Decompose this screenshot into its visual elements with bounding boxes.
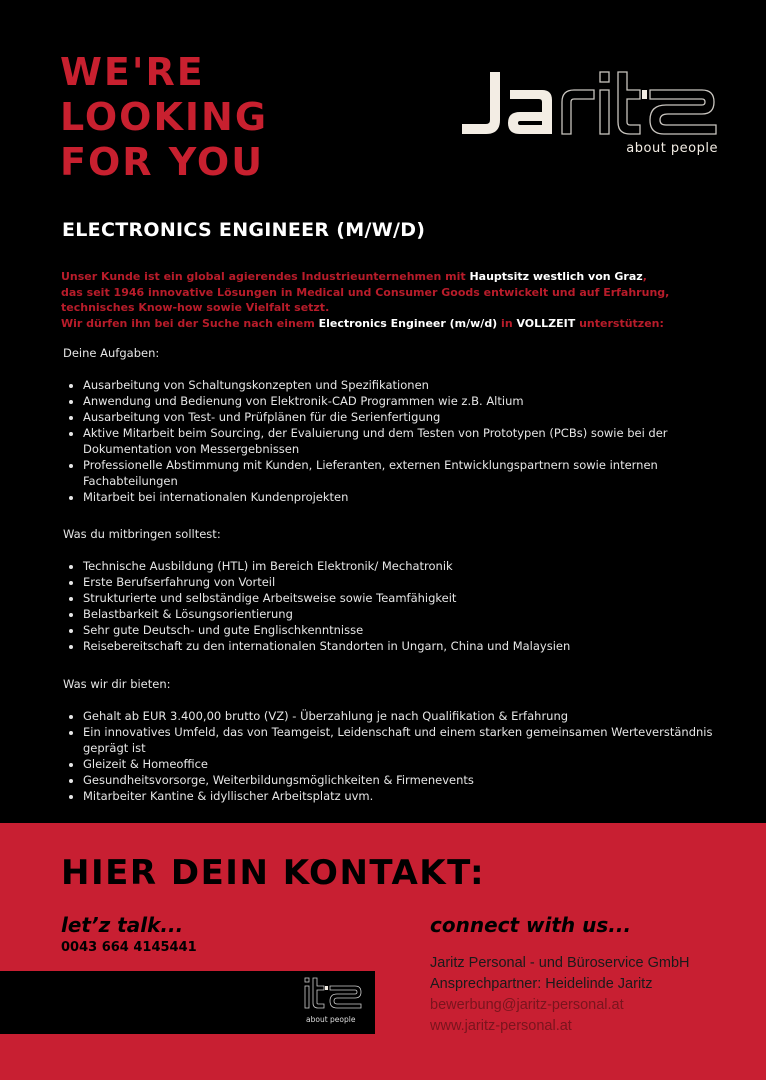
- requirements-list: [68, 558, 728, 654]
- hero-headline: [60, 50, 268, 185]
- connect-label: connect with us...: [430, 913, 632, 937]
- email-link[interactable]: bewerbung@jaritz-personal.at: [430, 997, 624, 1013]
- contact-heading: HIER DEIN KONTAKT:: [61, 853, 486, 893]
- section-heading-tasks: Deine Aufgaben:: [63, 346, 160, 360]
- list-item: Aktive Mitarbeit beim Sourcing, der Evaluierung und dem Testen von Prototypen (PCBs) sowie bei der Dokumentation von Messergebnissen: [68, 425, 728, 457]
- intro-highlight-fulltime: VOLLZEIT: [516, 316, 576, 330]
- logo-tagline: about people: [626, 141, 718, 156]
- benefits-list: [68, 708, 728, 804]
- intro-highlight-location: Hauptsitz westlich von Graz: [469, 270, 643, 283]
- phone-number[interactable]: 0043 664 4145441: [61, 940, 197, 955]
- intro-text: Unser Kunde ist ein global agierendes Industrieunternehmen mit: [61, 270, 470, 283]
- list-item: Ausarbeitung von Test- und Prüfplänen für die Serienfertigung: [68, 409, 728, 425]
- list-item: Anwendung und Bedienung von Elektronik-CAD Programmen wie z.B. Altium: [68, 393, 728, 409]
- list-item: Erste Berufserfahrung von Vorteil: [68, 574, 728, 590]
- list-item: Mitarbeit bei internationalen Kundenprojekten: [68, 489, 728, 505]
- list-item: Gehalt ab EUR 3.400,00 brutto (VZ) - Überzahlung je nach Qualifikation & Erfahrung: [68, 708, 728, 724]
- list-item: Reisebereitschaft zu den internationalen Standorten in Ungarn, China und Malaysien: [68, 638, 728, 654]
- list-item: Mitarbeiter Kantine & idyllischer Arbeitsplatz uvm.: [68, 788, 728, 804]
- list-item: Professionelle Abstimmung mit Kunden, Lieferanten, externen Entwicklungspartnern sowie internen Fachabteilungen: [68, 457, 728, 489]
- list-item: Gesundheitsvorsorge, Weiterbildungsmöglichkeiten & Firmenevents: [68, 772, 728, 788]
- intro-text: Wir dürfen ihn bei der Suche nach einem: [61, 316, 319, 330]
- list-item: Ausarbeitung von Schaltungskonzepten und Spezifikationen: [68, 377, 728, 393]
- list-item: Strukturierte und selbständige Arbeitsweise sowie Teamfähigkeit: [68, 590, 728, 606]
- intro-text: das seit 1946 innovative Lösungen in Medical und Consumer Goods entwickelt und auf Erfahrung,: [61, 285, 670, 299]
- list-item: Ein innovatives Umfeld, das von Teamgeist, Leidenschaft und einem starken gemeinsamen Werteverständnis geprägt ist: [68, 724, 728, 756]
- hero-line-3: FOR YOU: [60, 140, 265, 184]
- list-item: Technische Ausbildung (HTL) im Bereich Elektronik/ Mechatronik: [68, 558, 728, 574]
- list-item: Sehr gute Deutsch- und gute Englischkenntnisse: [68, 622, 728, 638]
- intro-paragraph: [61, 269, 751, 331]
- intro-text: technisches Know-how sowie Vielfalt setzt.: [61, 301, 330, 314]
- logo-band: [0, 971, 375, 1034]
- itz-logo-icon: [303, 977, 363, 1011]
- contact-section: [0, 823, 766, 1080]
- tasks-list: [68, 377, 728, 505]
- website-link[interactable]: www.jaritz-personal.at: [430, 1018, 572, 1034]
- lets-talk-label: let’z talk...: [61, 913, 184, 937]
- list-item: Belastbarkeit & Lösungsorientierung: [68, 606, 728, 622]
- hero-line-2: LOOKING: [60, 95, 269, 139]
- contact-person: Ansprechpartner: Heidelinde Jaritz: [430, 976, 653, 992]
- section-heading-requirements: Was du mitbringen solltest:: [63, 527, 221, 541]
- jaritz-wordmark-icon: [460, 68, 720, 140]
- section-heading-benefits: Was wir dir bieten:: [63, 677, 171, 691]
- intro-text: in: [497, 316, 517, 330]
- hero-line-1: WE'RE: [60, 50, 205, 94]
- intro-text: ,: [642, 270, 647, 283]
- job-title: ELECTRONICS ENGINEER (M/W/D): [62, 219, 426, 241]
- intro-highlight-position: Electronics Engineer (m/w/d): [318, 316, 498, 330]
- company-name: Jaritz Personal - und Büroservice GmbH: [430, 955, 690, 971]
- band-logo-tagline: about people: [306, 1015, 356, 1024]
- company-details: [430, 953, 690, 1037]
- intro-text: unterstützen:: [575, 316, 664, 330]
- list-item: Gleizeit & Homeoffice: [68, 756, 728, 772]
